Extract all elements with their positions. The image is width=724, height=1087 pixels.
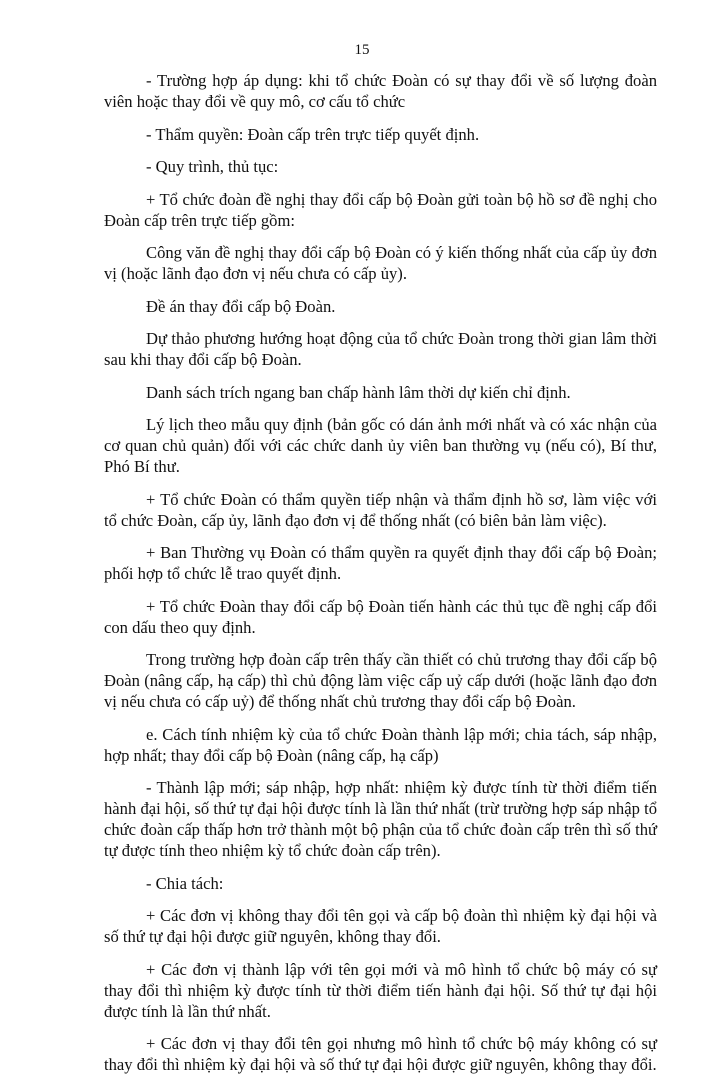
page-number: 15 (354, 42, 370, 58)
paragraph: Đề án thay đổi cấp bộ Đoàn. (146, 296, 336, 316)
paragraph: + Tổ chức Đoàn có thẩm quyền tiếp nhận và thẩm định hồ sơ, làm việc với tổ chức Đoàn, cấp ủy, lãnh đạo đơn vị để thống nhất (có biên bản làm việc). (104, 489, 657, 530)
paragraph: + Tổ chức Đoàn thay đổi cấp bộ Đoàn tiến hành các thủ tục đề nghị cấp đổi con dấu theo quy định. (104, 596, 657, 637)
paragraph: - Trường hợp áp dụng: khi tổ chức Đoàn có sự thay đổi về số lượng đoàn viên hoặc thay đổi về quy mô, cơ cấu tổ chức (104, 71, 657, 111)
paragraph: Danh sách trích ngang ban chấp hành lâm thời dự kiến chỉ định. (146, 382, 571, 402)
paragraph: Trong trường hợp đoàn cấp trên thấy cần thiết có chủ trương thay đổi cấp bộ Đoàn (nâng cấp, hạ cấp) thì chủ động làm việc cấp uỷ cấp dưới (hoặc lãnh đạo đơn vị nếu chưa có cấp uỷ) để thống nhất chủ trương thay đổi cấp bộ Đoàn. (104, 650, 657, 711)
paragraph: - Quy trình, thủ tục: (146, 157, 279, 176)
document-body (104, 70, 657, 1087)
paragraph: + Các đơn vị không thay đổi tên gọi và cấp bộ đoàn thì nhiệm kỳ đại hội và số thứ tự đại hội được giữ nguyên, không thay đổi. (104, 906, 657, 946)
paragraph: - Thẩm quyền: Đoàn cấp trên trực tiếp quyết định. (146, 124, 480, 144)
paragraph: + Tổ chức đoàn đề nghị thay đổi cấp bộ Đoàn gửi toàn bộ hồ sơ đề nghị cho Đoàn cấp trên trực tiếp gồm: (104, 189, 657, 230)
paragraph: + Ban Thường vụ Đoàn có thẩm quyền ra quyết định thay đổi cấp bộ Đoàn; phối hợp tổ chức lễ trao quyết định. (104, 543, 657, 583)
paragraph: - Thành lập mới; sáp nhập, hợp nhất: nhiệm kỳ được tính từ thời điểm tiến hành đại hội, số thứ tự đại hội được tính là lần thứ nhất (trừ trường hợp sáp nhập tổ chức đoàn cấp thấp hơn trở thành một bộ phận của tổ chức đoàn cấp trên thì số thứ tự được tính theo nhiệm kỳ tổ chức đoàn cấp trên). (104, 778, 657, 860)
paragraph: - Chia tách: (146, 873, 224, 893)
paragraph: + Các đơn vị thay đổi tên gọi nhưng mô hình tổ chức bộ máy không có sự thay đổi thì nhiệm kỳ đại hội và số thứ tự đại hội được giữ nguyên, không thay đổi. (104, 1034, 657, 1074)
paragraph: Dự thảo phương hướng hoạt động của tổ chức Đoàn trong thời gian lâm thời sau khi thay đổi cấp bộ Đoàn. (104, 329, 657, 369)
paragraph: Lý lịch theo mẫu quy định (bản gốc có dán ảnh mới nhất và có xác nhận của cơ quan chủ quản) đối với các chức danh ủy viên ban thường vụ (nếu có), Bí thư, Phó Bí thư. (104, 415, 657, 476)
paragraph: Công văn đề nghị thay đổi cấp bộ Đoàn có ý kiến thống nhất của cấp ủy đơn vị (hoặc lãnh đạo đơn vị nếu chưa có cấp ủy). (104, 243, 657, 283)
paragraph: + Các đơn vị thành lập với tên gọi mới và mô hình tổ chức bộ máy có sự thay đổi thì nhiệm kỳ được tính từ thời điểm tiến hành đại hội. Số thứ tự đại hội được tính là lần thứ nhất. (104, 959, 657, 1021)
section-heading: e. Cách tính nhiệm kỳ của tổ chức Đoàn thành lập mới; chia tách, sáp nhập, hợp nhất; thay đổi cấp bộ Đoàn (nâng cấp, hạ cấp) (104, 724, 657, 765)
